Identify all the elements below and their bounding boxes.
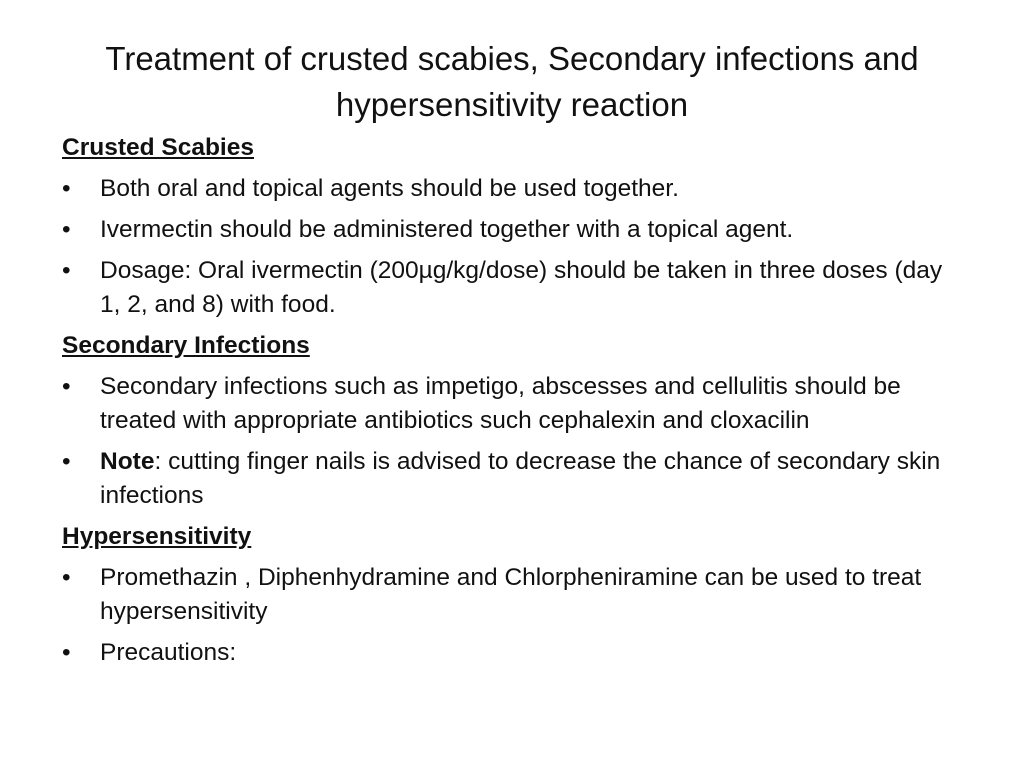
bullet-list	[62, 172, 962, 322]
list-item-text: Precautions:	[100, 639, 237, 666]
list-item-text: Secondary infections such as impetigo, abscesses and cellulitis should be treated with appropriate antibiotics such cephalexin and cloxacilin	[100, 373, 901, 434]
list-item-text: : cutting finger nails is advised to decrease the chance of secondary skin infections	[100, 448, 941, 509]
list-item	[62, 370, 962, 438]
list-item	[62, 636, 962, 670]
bullet-icon: •	[62, 175, 71, 202]
list-item	[62, 213, 962, 247]
slide-title: Treatment of crusted scabies, Secondary infections and hypersensitivity reaction	[105, 40, 919, 123]
list-item-text: Promethazin , Diphenhydramine and Chlorpheniramine can be used to treat hypersensitivity	[100, 564, 922, 625]
section-crusted-scabies	[62, 131, 962, 322]
section-secondary-infections	[62, 329, 962, 513]
list-item	[62, 172, 962, 206]
section-heading: Secondary Infections	[62, 332, 310, 359]
bullet-icon: •	[62, 373, 71, 400]
bullet-list	[62, 561, 962, 670]
list-item-text: Dosage: Oral ivermectin (200µg/kg/dose) should be taken in three doses (day 1, 2, and 8) with food.	[100, 257, 943, 318]
list-item	[62, 561, 962, 629]
bullet-icon: •	[62, 448, 71, 475]
list-item	[62, 445, 962, 513]
bullet-icon: •	[62, 257, 71, 284]
bullet-icon: •	[62, 639, 71, 666]
bullet-icon: •	[62, 216, 71, 243]
bullet-icon: •	[62, 564, 71, 591]
note-label: Note	[100, 448, 155, 475]
bullet-list	[62, 370, 962, 513]
list-item-text: Both oral and topical agents should be used together.	[100, 175, 679, 202]
list-item	[62, 254, 962, 322]
section-heading: Crusted Scabies	[62, 134, 254, 161]
section-hypersensitivity	[62, 520, 962, 670]
section-heading: Hypersensitivity	[62, 523, 252, 550]
list-item-text: Ivermectin should be administered together with a topical agent.	[100, 216, 794, 243]
slide-body	[62, 131, 962, 677]
